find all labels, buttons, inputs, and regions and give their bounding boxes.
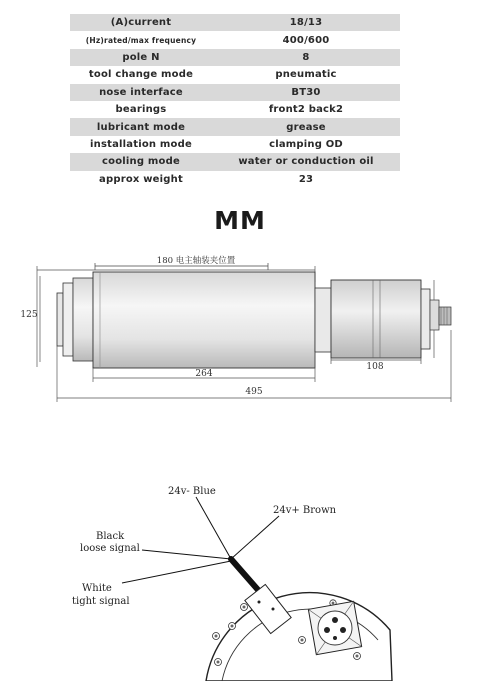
rear-housing: [331, 280, 430, 358]
rear-fittings: [430, 280, 451, 358]
black-label-line2: loose signal: [80, 543, 140, 554]
white-label-line1: White: [82, 583, 112, 594]
dim-495-label: 495: [245, 387, 263, 397]
spec-key: nose interface: [99, 86, 183, 98]
brown-wire: [231, 516, 279, 559]
white-label-line2: tight signal: [72, 596, 130, 607]
black-label-line1: Black: [96, 531, 125, 542]
connector-pin: [340, 627, 346, 633]
dim-125-label: 125: [20, 310, 38, 320]
spec-key: bearings: [115, 104, 167, 116]
spec-value: 23: [298, 173, 314, 185]
brown-label: 24v+ Brown: [273, 505, 337, 516]
spindle-body: [93, 272, 315, 368]
spec-key: (Hz)rated/max frequency: [85, 35, 197, 45]
spec-value: 8: [302, 51, 310, 63]
connector-plate: [308, 601, 361, 654]
spec-value: 18/13: [289, 17, 323, 29]
spec-value: front2 back2: [268, 104, 344, 116]
blue-wire: [196, 497, 231, 559]
spec-value: grease: [286, 121, 326, 133]
spec-key: cooling mode: [102, 156, 180, 168]
unit-title: MM: [214, 206, 266, 235]
white-wire: [122, 561, 231, 583]
connector-pin: [324, 627, 330, 633]
spec-key: pole N: [122, 51, 160, 63]
dim-180-label: 180 电主轴装夹位置: [156, 256, 236, 266]
black-wire: [142, 550, 231, 559]
spec-value: clamping OD: [269, 138, 343, 150]
dim-108-label: 108: [366, 362, 384, 372]
connector-pin: [332, 617, 338, 623]
spec-key: tool change mode: [88, 69, 194, 81]
dim-264-label: 264: [195, 369, 213, 379]
spec-value: water or conduction oil: [238, 156, 374, 168]
wiring-diagram: [72, 486, 392, 681]
spec-value: pneumatic: [275, 69, 337, 81]
spec-key: installation mode: [90, 138, 192, 150]
connector-pin: [333, 636, 337, 640]
spindle-end-face: [206, 593, 392, 681]
spec-key: (A)current: [110, 17, 172, 29]
body-neck: [315, 288, 331, 352]
spec-key: lubricant mode: [96, 121, 186, 133]
spec-value: 400/600: [282, 34, 330, 46]
blue-label: 24v- Blue: [168, 486, 216, 497]
spindle-nose: [57, 278, 93, 361]
spec-value: BT30: [291, 86, 321, 98]
spec-key: approx weight: [99, 173, 183, 185]
